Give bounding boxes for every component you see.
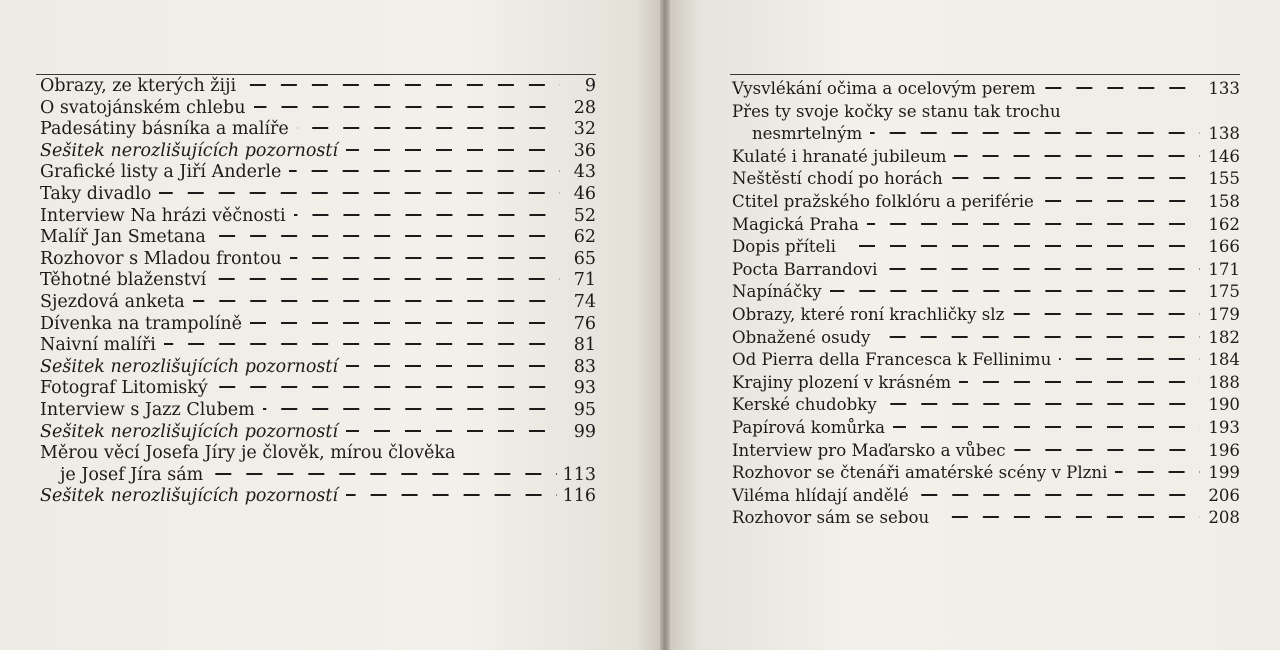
toc-entry-title: Sešitek nerozlišujících pozorností <box>40 486 339 507</box>
dash-leader <box>214 273 560 285</box>
dash-leader <box>297 122 560 134</box>
toc-entry <box>40 400 596 422</box>
dash-leader <box>346 489 557 501</box>
toc-entry-title: Přes ty svoje kočky se stanu tak trochu <box>732 101 1061 121</box>
toc-entry-title: Ctitel pražského folklóru a periférie <box>732 191 1034 211</box>
toc-entry-page-number: 162 <box>1208 214 1240 234</box>
toc-entry-title: Papírová komůrka <box>732 417 886 437</box>
toc-entry-page-number: 65 <box>573 248 596 269</box>
toc-entry-title: Interview s Jazz Clubem <box>40 399 255 420</box>
toc-entry-title: Od Pierra della Francesca k Fellinimu <box>732 350 1052 370</box>
toc-entry <box>732 507 1240 530</box>
dash-leader <box>1014 444 1200 456</box>
toc-entry-title-continuation: nesmrtelným <box>752 124 863 144</box>
toc-entry-page-number: 28 <box>573 97 596 118</box>
dash-leader <box>254 101 560 113</box>
dash-leader <box>959 376 1200 388</box>
toc-entry-page-number: 179 <box>1208 304 1240 324</box>
toc-entry <box>40 98 596 120</box>
toc-entry <box>732 101 1240 146</box>
dash-leader <box>893 421 1200 433</box>
toc-entry <box>732 168 1240 191</box>
toc-entry-page-number: 62 <box>573 227 596 248</box>
toc-entry <box>40 335 596 357</box>
toc-entry-title: Obrazy, ze kterých žiji <box>40 76 237 96</box>
toc-entry-page-number: 206 <box>1208 485 1240 505</box>
toc-entry-page-number: 81 <box>573 335 596 356</box>
toc-entry-page-number: 43 <box>573 162 596 183</box>
toc-entry-title: Kulaté i hranaté jubileum <box>732 146 947 166</box>
toc-entry <box>732 372 1240 395</box>
toc-entry-title: Sešitek nerozlišujících pozorností <box>40 140 339 161</box>
toc-entry-page-number: 166 <box>1208 237 1240 257</box>
toc-entry-title: Naivní malíři <box>40 335 156 356</box>
toc-entry-page-number: 190 <box>1208 395 1240 415</box>
toc-entry-page-number: 199 <box>1208 463 1240 483</box>
toc-entry-page-number: 193 <box>1208 417 1240 437</box>
dash-leader <box>1044 82 1200 94</box>
toc-entry <box>40 76 596 98</box>
toc-entry-title: Obnažené osudy <box>732 327 871 347</box>
toc-entry-title: Kerské chudobky <box>732 395 877 415</box>
toc-entry <box>732 191 1240 214</box>
toc-entry-title: Obrazy, které roní krachličky slz <box>732 304 1005 324</box>
toc-entry <box>732 394 1240 417</box>
dash-leader <box>954 150 1200 162</box>
toc-entry-page-number: 116 <box>562 486 596 507</box>
toc-entry-title: Interview pro Maďarsko a vůbec <box>732 440 1006 460</box>
toc-entry-page-number: 83 <box>573 356 596 377</box>
toc-entry <box>40 162 596 184</box>
toc-entry-page-number: 9 <box>584 76 596 96</box>
toc-entry <box>40 227 596 249</box>
toc-entry-title: Napínáčky <box>732 282 822 302</box>
toc-entry-title: Sešitek nerozlišujících pozorností <box>40 356 339 377</box>
dash-leader <box>289 165 560 177</box>
dash-leader <box>164 338 560 350</box>
toc-entry <box>40 486 596 508</box>
toc-entry-page-number: 184 <box>1208 350 1240 370</box>
toc-entry <box>732 259 1240 282</box>
dash-leader <box>290 252 560 264</box>
toc-entry-page-number: 52 <box>573 205 596 226</box>
toc-entry-title: Pocta Barrandovi <box>732 259 878 279</box>
toc-entry <box>732 349 1240 372</box>
toc-entry-title: Malíř Jan Smetana <box>40 227 206 248</box>
toc-entry <box>40 249 596 271</box>
dash-leader <box>1059 353 1200 365</box>
dash-leader <box>870 127 1200 139</box>
dash-leader <box>346 425 560 437</box>
toc-entry <box>40 314 596 336</box>
dash-leader <box>216 381 560 393</box>
toc-entry-title: Rozhovor sám se sebou <box>732 508 930 528</box>
toc-entry <box>40 443 596 486</box>
toc-entry <box>40 292 596 314</box>
toc-entry-page-number: 146 <box>1208 146 1240 166</box>
toc-entry-page-number: 208 <box>1208 508 1240 528</box>
toc-entry-page-number: 196 <box>1208 440 1240 460</box>
toc-entry <box>40 422 596 444</box>
toc-entry <box>732 214 1240 237</box>
dash-leader <box>346 144 560 156</box>
toc-entry <box>40 119 596 141</box>
toc-entry-page-number: 188 <box>1208 372 1240 392</box>
dash-leader <box>244 79 560 91</box>
toc-entry-page-number: 99 <box>573 421 596 442</box>
toc-entry-page-number: 76 <box>573 313 596 334</box>
toc-entry <box>732 440 1240 463</box>
toc-entry-title: Rozhovor se čtenáři amatérské scény v Plzni <box>732 463 1108 483</box>
toc-entry-title: O svatojánském chlebu <box>40 97 246 118</box>
toc-entry-title: Fotograf Litomiský <box>40 378 208 399</box>
dash-leader <box>294 209 560 221</box>
toc-entry-title: Krajiny plození v krásném <box>732 372 952 392</box>
toc-entry <box>732 485 1240 508</box>
toc-entry <box>732 236 1240 259</box>
toc-entry <box>732 78 1240 101</box>
toc-entry-title: Sjezdová anketa <box>40 291 185 312</box>
dash-leader <box>346 360 560 372</box>
toc-entry <box>732 146 1240 169</box>
toc-entry <box>40 270 596 292</box>
toc-entry-page-number: 175 <box>1208 282 1240 302</box>
toc-entry-title: Těhotné blaženství <box>40 270 207 291</box>
toc-entry <box>40 206 596 228</box>
toc-entry-title: Rozhovor s Mladou frontou <box>40 248 282 269</box>
left-toc-list <box>40 76 596 508</box>
toc-entry-title: Dívenka na trampolíně <box>40 313 242 334</box>
toc-entry-page-number: 93 <box>573 378 596 399</box>
toc-entry-page-number: 171 <box>1208 259 1240 279</box>
dash-leader <box>937 511 1200 523</box>
toc-entry-page-number: 182 <box>1208 327 1240 347</box>
toc-entry-title: Sešitek nerozlišujících pozorností <box>40 421 339 442</box>
toc-entry-page-number: 133 <box>1208 79 1240 98</box>
toc-entry-page-number: 138 <box>1208 124 1240 144</box>
toc-entry-title: Neštěstí chodí po horách <box>732 169 943 189</box>
toc-entry <box>732 417 1240 440</box>
toc-entry-title: Grafické listy a Jiří Anderle <box>40 162 282 183</box>
toc-entry-page-number: 155 <box>1208 169 1240 189</box>
dash-leader <box>951 172 1200 184</box>
toc-entry-page-number: 158 <box>1208 191 1240 211</box>
toc-entry <box>40 184 596 206</box>
dash-leader <box>844 240 1200 252</box>
toc-entry-title: Dopis příteli <box>732 237 836 257</box>
dash-leader <box>159 187 560 199</box>
dash-leader <box>867 218 1200 230</box>
toc-entry <box>732 327 1240 350</box>
toc-entry-title: Vysvlékání očima a ocelovým perem <box>732 79 1036 98</box>
toc-entry <box>732 281 1240 304</box>
toc-entry-page-number: 113 <box>562 464 596 485</box>
toc-entry <box>732 462 1240 485</box>
dash-leader <box>878 331 1200 343</box>
toc-entry-title: Padesátiny básníka a malíře <box>40 119 289 140</box>
toc-entry-title: Interview Na hrázi věčnosti <box>40 205 286 226</box>
dash-leader <box>211 468 556 480</box>
dash-leader <box>193 295 560 307</box>
left-top-rule <box>36 74 596 75</box>
dash-leader <box>263 403 560 415</box>
toc-entry-page-number: 36 <box>573 140 596 161</box>
toc-entry-page-number: 71 <box>573 270 596 291</box>
toc-entry <box>732 304 1240 327</box>
dash-leader <box>1115 466 1200 478</box>
right-toc-list <box>732 78 1240 530</box>
toc-entry-title: Měrou věcí Josefa Jíry je člověk, mírou člověka <box>40 443 456 464</box>
toc-entry-page-number: 95 <box>573 399 596 420</box>
dash-leader <box>214 230 560 242</box>
dash-leader <box>917 489 1200 501</box>
toc-entry-title-continuation: je Josef Jíra sám <box>60 464 204 485</box>
toc-entry <box>40 141 596 163</box>
dash-leader <box>885 263 1200 275</box>
toc-entry-page-number: 74 <box>573 291 596 312</box>
dash-leader <box>1012 308 1200 320</box>
toc-entry-page-number: 46 <box>573 183 596 204</box>
toc-entry-title: Magická Praha <box>732 214 859 234</box>
toc-entry <box>40 378 596 400</box>
dash-leader <box>1042 195 1200 207</box>
dash-leader <box>250 317 560 329</box>
toc-entry <box>40 357 596 379</box>
toc-entry-title: Taky divadlo <box>40 183 152 204</box>
dash-leader <box>830 285 1200 297</box>
right-top-rule <box>730 74 1240 75</box>
dash-leader <box>885 398 1200 410</box>
book-gutter <box>660 0 670 650</box>
toc-entry-title: Viléma hlídají andělé <box>732 485 909 505</box>
toc-entry-page-number: 32 <box>573 119 596 140</box>
